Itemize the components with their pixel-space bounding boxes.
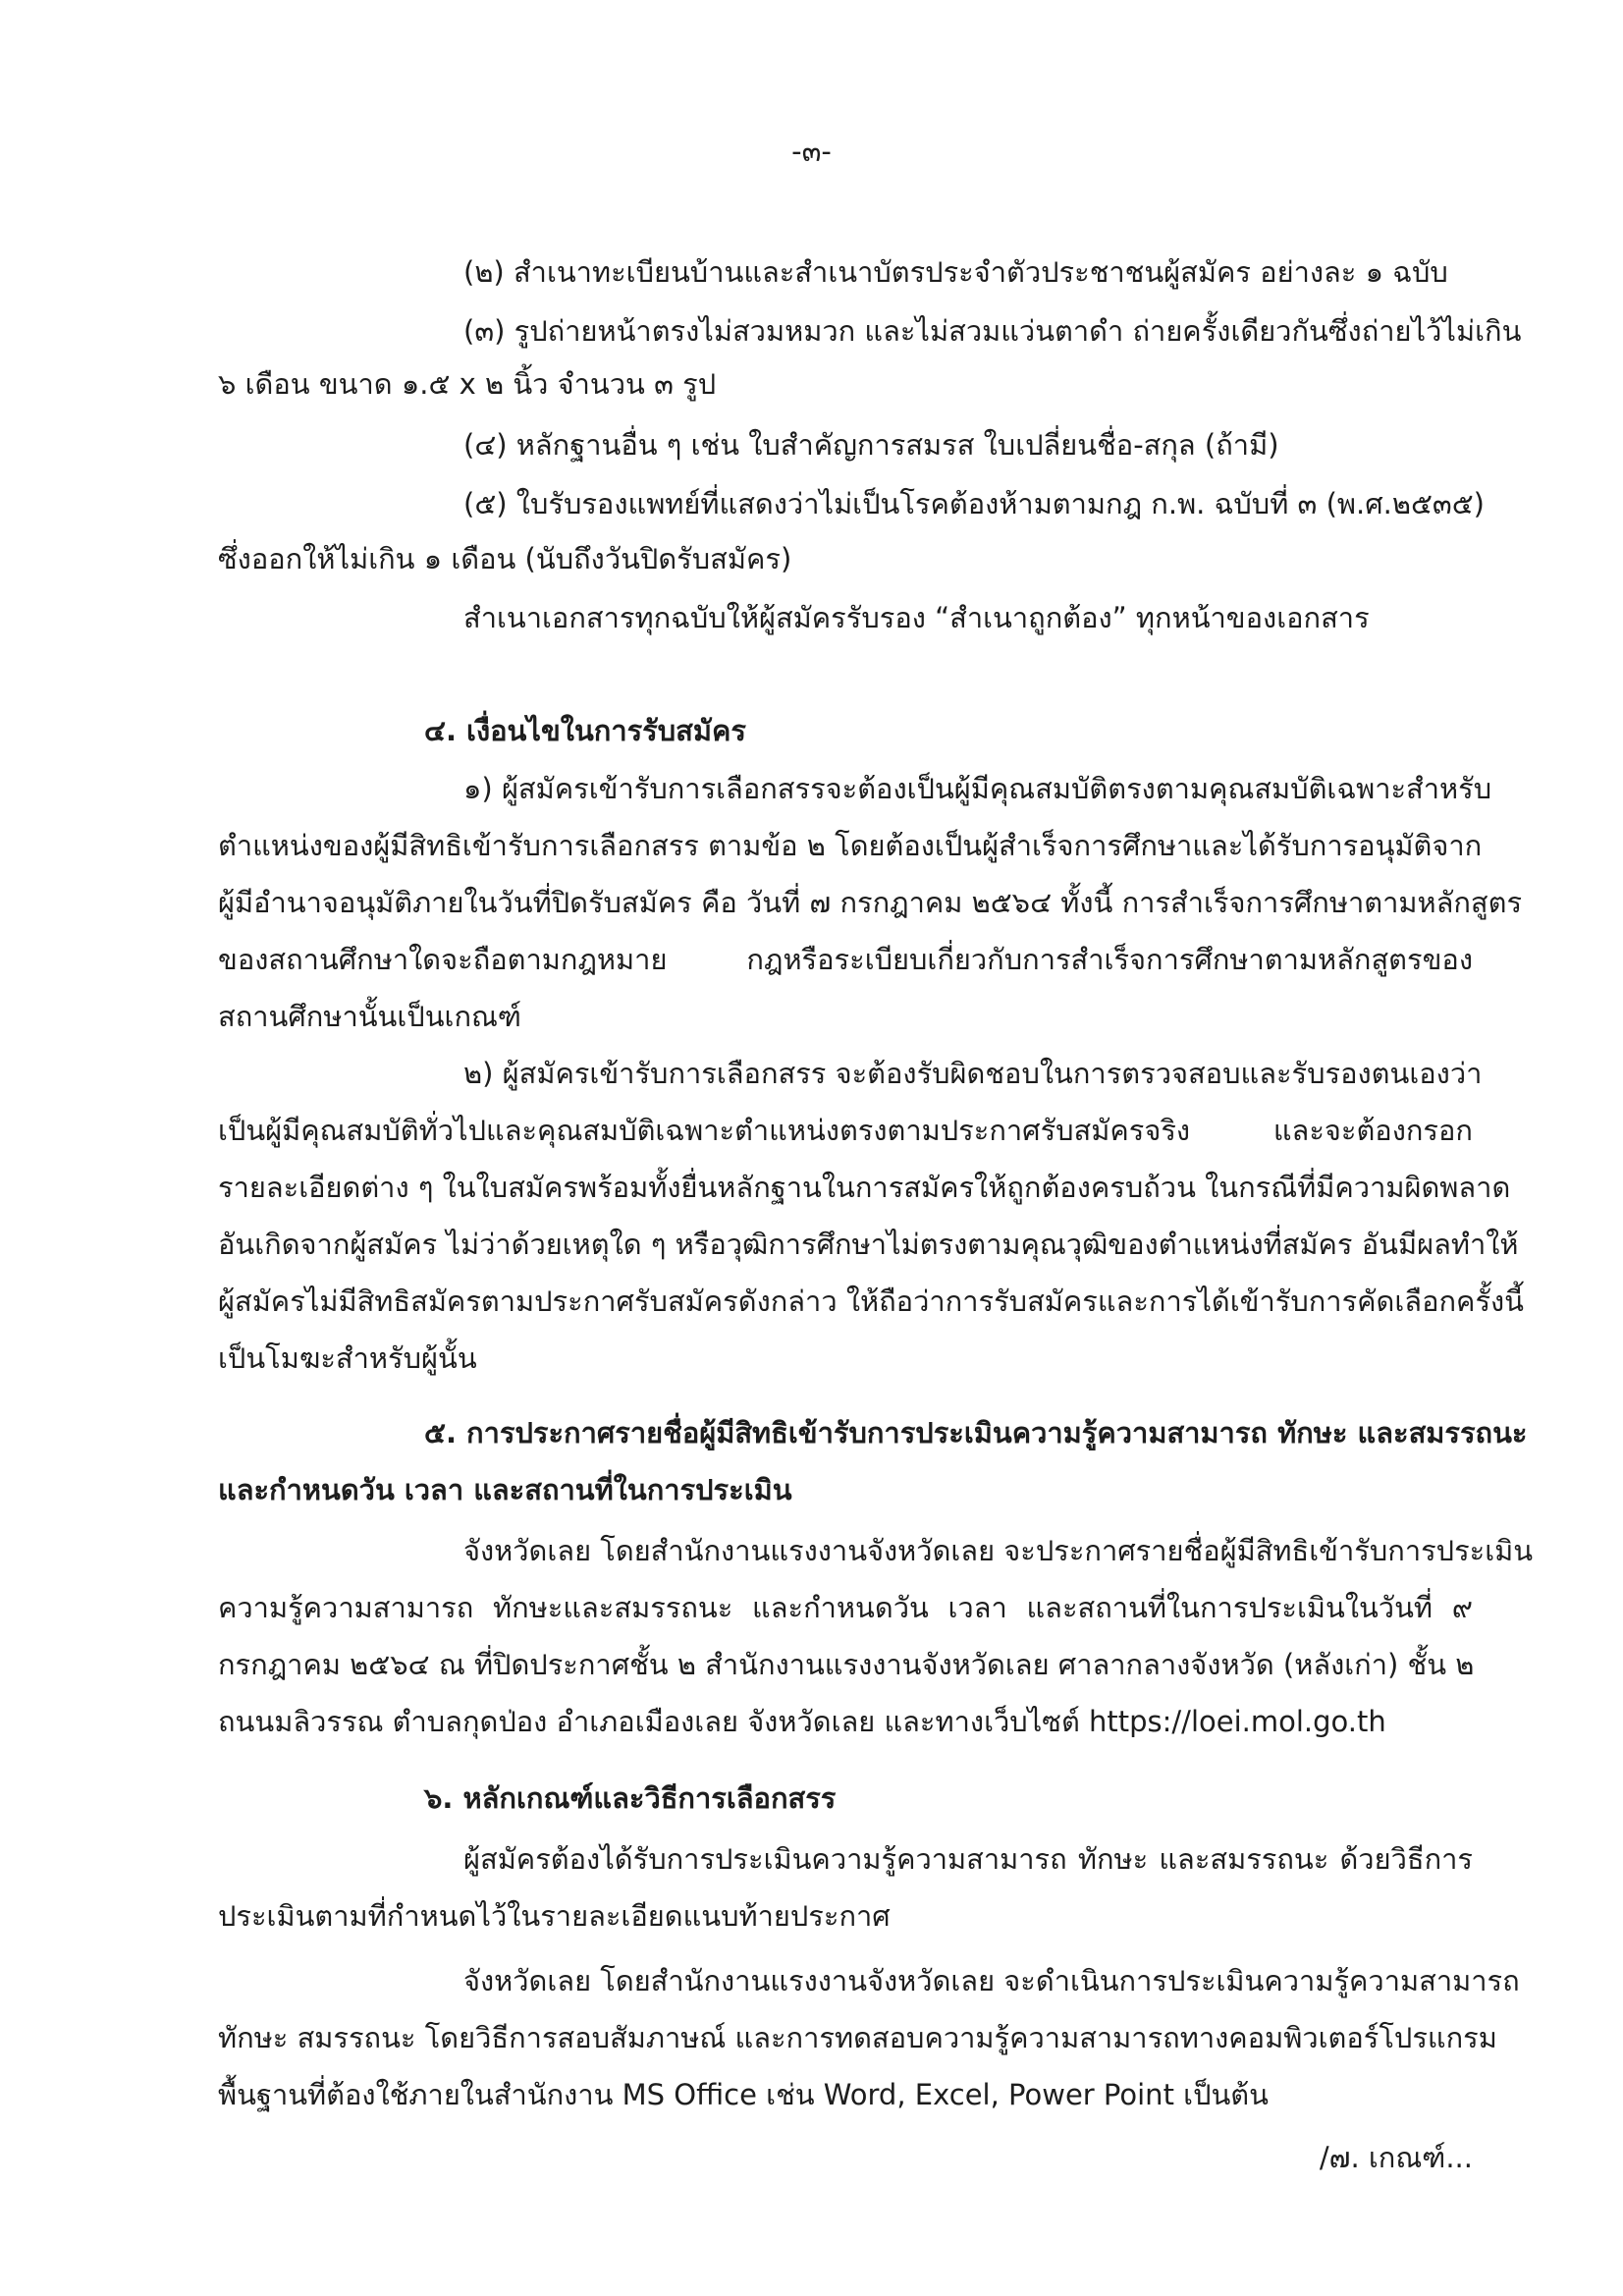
section-4-line: อันเกิดจากผู้สมัคร ไม่ว่าด้วยเหตุใด ๆ หรือวุฒิการศึกษาไม่ตรงตามคุณวุฒิของตำแหน่งที่สมัคร อันมีผลทำให้ bbox=[218, 1228, 1519, 1261]
document-item-3-cont: ๖ เดือน ขนาด ๑.๕ x ๒ นิ้ว จำนวน ๓ รูป bbox=[218, 367, 717, 401]
section-5-line: กรกฎาคม ๒๕๖๔ ณ ที่ปิดประกาศชั้น ๒ สำนักงานแรงงานจังหวัดเลย ศาลากลางจังหวัด (หลังเก่า) ชั้น ๒ bbox=[218, 1648, 1475, 1681]
document-item-5: (๕) ใบรับรองแพทย์ที่แสดงว่าไม่เป็นโรคต้องห้ามตามกฎ ก.พ. ฉบับที่ ๓ (พ.ศ.๒๕๓๕) bbox=[463, 487, 1485, 520]
section-4-line: ๒) ผู้สมัครเข้ารับการเลือกสรร จะต้องรับผิดชอบในการตรวจสอบและรับรองตนเองว่า bbox=[463, 1057, 1483, 1090]
document-item-2: (๒) สำเนาทะเบียนบ้านและสำเนาบัตรประจำตัวประชาชนผู้สมัคร อย่างละ ๑ ฉบับ bbox=[463, 255, 1448, 289]
section-5-line: ความรู้ความสามารถ ทักษะและสมรรถนะ และกำหนดวัน เวลา และสถานที่ในการประเมินในวันที่ ๙ bbox=[218, 1591, 1473, 1624]
copy-certification-note: สำเนาเอกสารทุกฉบับให้ผู้สมัครรับรอง “สำเนาถูกต้อง” ทุกหน้าของเอกสาร bbox=[463, 601, 1370, 634]
section-5-line: ถนนมลิวรรณ ตำบลกุดป่อง อำเภอเมืองเลย จังหวัดเลย และทางเว็บไซต์ https://loei.mol.go.th bbox=[218, 1705, 1386, 1738]
section-6-line: ประเมินตามที่กำหนดไว้ในรายละเอียดแนบท้ายประกาศ bbox=[218, 1899, 891, 1933]
section-5-heading-cont: และกำหนดวัน เวลา และสถานที่ในการประเมิน bbox=[218, 1473, 792, 1506]
section-5-line: จังหวัดเลย โดยสำนักงานแรงงานจังหวัดเลย จะประกาศรายชื่อผู้มีสิทธิเข้ารับการประเมิน bbox=[463, 1534, 1534, 1567]
section-4-line: ๑) ผู้สมัครเข้ารับการเลือกสรรจะต้องเป็นผู้มีคุณสมบัติตรงตามคุณสมบัติเฉพาะสำหรับ bbox=[463, 772, 1492, 805]
section-4-line: สถานศึกษานั้นเป็นเกณฑ์ bbox=[218, 1000, 521, 1033]
page-number: -๓- bbox=[791, 135, 832, 168]
document-item-3: (๓) รูปถ่ายหน้าตรงไม่สวมหมวก และไม่สวมแว่นตาดำ ถ่ายครั้งเดียวกันซึ่งถ่ายไว้ไม่เกิน bbox=[463, 314, 1522, 348]
section-6-line: พื้นฐานที่ต้องใช้ภายในสำนักงาน MS Office เช่น Word, Excel, Power Point เป็นต้น bbox=[218, 2078, 1269, 2111]
section-4-heading: ๔. เงื่อนไขในการรับสมัคร bbox=[424, 714, 746, 747]
section-6-line: ทักษะ สมรรถนะ โดยวิธีการสอบสัมภาษณ์ และการทดสอบความรู้ความสามารถทางคอมพิวเตอร์โปรแกรม bbox=[218, 2021, 1497, 2054]
section-6-line: ผู้สมัครต้องได้รับการประเมินความรู้ความสามารถ ทักษะ และสมรรถนะ ด้วยวิธีการ bbox=[463, 1842, 1473, 1876]
section-4-line: ผู้สมัครไม่มีสิทธิสมัครตามประกาศรับสมัครดังกล่าว ให้ถือว่าการรับสมัครและการได้เข้ารับการคัดเลือกครั้งนี้ bbox=[218, 1285, 1525, 1318]
section-4-line: เป็นโมฆะสำหรับผู้นั้น bbox=[218, 1341, 477, 1375]
section-5-heading: ๕. การประกาศรายชื่อผู้มีสิทธิเข้ารับการประเมินความรู้ความสามารถ ทักษะ และสมรรถนะ bbox=[424, 1416, 1528, 1449]
section-4-line: เป็นผู้มีคุณสมบัติทั่วไปและคุณสมบัติเฉพาะตำแหน่งตรงตามประกาศรับสมัครจริง และจะต้องกรอก bbox=[218, 1114, 1473, 1147]
section-4-line: รายละเอียดต่าง ๆ ในใบสมัครพร้อมทั้งยื่นหลักฐานในการสมัครให้ถูกต้องครบถ้วน ในกรณีที่มีความผิดพลาด bbox=[218, 1171, 1511, 1204]
document-item-4: (๔) หลักฐานอื่น ๆ เช่น ใบสำคัญการสมรส ใบเปลี่ยนชื่อ-สกุล (ถ้ามี) bbox=[463, 428, 1279, 462]
section-6-line: จังหวัดเลย โดยสำนักงานแรงงานจังหวัดเลย จะดำเนินการประเมินความรู้ความสามารถ bbox=[463, 1964, 1520, 1997]
section-6-heading: ๖. หลักเกณฑ์และวิธีการเลือกสรร bbox=[424, 1781, 837, 1815]
document-item-5-cont: ซึ่งออกให้ไม่เกิน ๑ เดือน (นับถึงวันปิดรับสมัคร) bbox=[218, 542, 792, 575]
section-4-line: ตำแหน่งของผู้มีสิทธิเข้ารับการเลือกสรร ตามข้อ ๒ โดยต้องเป็นผู้สำเร็จการศึกษาและได้รับการอนุมัติจาก bbox=[218, 829, 1483, 862]
section-4-line: ของสถานศึกษาใดจะถือตามกฎหมาย กฎหรือระเบียบเกี่ยวกับการสำเร็จการศึกษาตามหลักสูตรของ bbox=[218, 943, 1473, 976]
section-4-line: ผู้มีอำนาจอนุมัติภายในวันที่ปิดรับสมัคร คือ วันที่ ๗ กรกฎาคม ๒๕๖๔ ทั้งนี้ การสำเร็จการศึกษาตามหลักสูตร bbox=[218, 886, 1523, 919]
next-page-note: /๗. เกณฑ์... bbox=[1319, 2141, 1473, 2174]
